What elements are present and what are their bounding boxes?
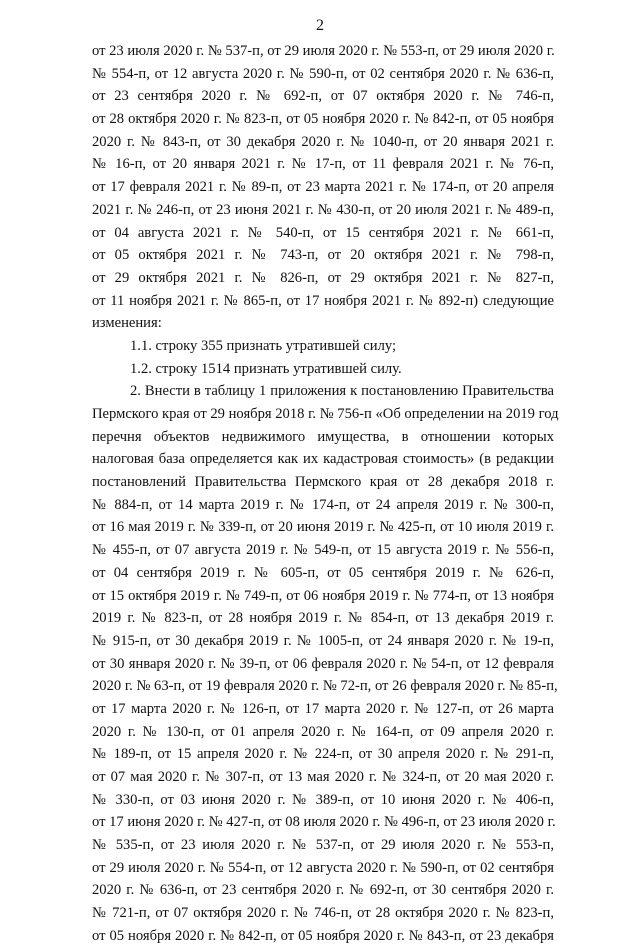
text-line: от 17 февраля 2021 г. № 89-п, от 23 марта 2021 г. № 174-п, от 20 апреля [92,179,554,196]
text-line: от 28 октября 2020 г. № 823-п, от 05 ноября 2020 г. № 842-п, от 05 ноября [92,111,554,128]
text-line: от 15 октября 2019 г. № 749-п, от 06 ноября 2019 г. № 774-п, от 13 ноября [92,587,554,604]
text-line: № 721-п, от 07 октября 2020 г. № 746-п, от 28 октября 2020 г. № 823-п, [92,905,554,922]
text-line: 2020 г. № 130-п, от 01 апреля 2020 г. № 164-п, от 09 апреля 2020 г. [92,723,554,740]
text-line: изменения: [92,315,162,332]
document-body [92,40,559,948]
text-line: 2020 г. № 843-п, от 30 декабря 2020 г. № 1040-п, от 20 января 2021 г. [92,133,554,150]
text-line: 2019 г. № 823-п, от 28 ноября 2019 г. № 854-п, от 13 декабря 2019 г. [92,610,554,627]
text-line: Пермского края от 29 ноября 2018 г. № 756-п «Об определении на 2019 год [92,406,559,422]
text-line: № 554-п, от 12 августа 2020 г. № 590-п, от 02 сентября 2020 г. № 636-п, [92,65,554,82]
text-line: 1.2. строку 1514 признать утратившей силу. [130,360,402,377]
text-line: 1.1. строку 355 признать утратившей силу; [130,337,397,354]
text-line: от 23 июля 2020 г. № 537-п, от 29 июля 2020 г. № 553-п, от 29 июля 2020 г. [92,43,555,59]
text-line: № 535-п, от 23 июля 2020 г. № 537-п, от 29 июля 2020 г. № 553-п, [92,837,554,854]
text-line: 2020 г. № 636-п, от 23 сентября 2020 г. № 692-п, от 30 сентября 2020 г. [92,882,554,899]
text-line: от 29 июля 2020 г. № 554-п, от 12 августа 2020 г. № 590-п, от 02 сентября [92,859,554,876]
text-line: 2020 г. № 63-п, от 19 февраля 2020 г. № 72-п, от 26 февраля 2020 г. № 85-п, [92,678,558,695]
text-line: от 16 мая 2019 г. № 339-п, от 20 июня 2019 г. № 425-п, от 10 июля 2019 г. [92,519,554,536]
text-line: № 16-п, от 20 января 2021 г. № 17-п, от 11 февраля 2021 г. № 76-п, [92,156,554,173]
text-line: постановлений Правительства Пермского края от 28 декабря 2018 г. [92,474,554,491]
text-line: 2021 г. № 246-п, от 23 июня 2021 г. № 430-п, от 20 июля 2021 г. № 489-п, [92,201,554,218]
page-number: 2 [316,17,324,34]
text-line: от 05 ноября 2020 г. № 842-п, от 05 ноября 2020 г. № 843-п, от 23 декабря [92,927,554,944]
text-line: от 23 сентября 2020 г. № 692-п, от 07 октября 2020 г. № 746-п, [92,88,554,105]
text-line: 2. Внести в таблицу 1 приложения к постановлению Правительства [130,383,554,400]
text-line: № 330-п, от 03 июня 2020 г. № 389-п, от 10 июня 2020 г. № 406-п, [92,791,554,808]
text-line: от 29 октября 2021 г. № 826-п, от 29 октября 2021 г. № 827-п, [92,269,554,286]
text-line: № 884-п, от 14 марта 2019 г. № 174-п, от 24 апреля 2019 г. № 300-п, [92,496,554,513]
text-line: от 11 ноября 2021 г. № 865-п, от 17 ноября 2021 г. № 892-п) следующие [92,292,554,309]
text-line: № 455-п, от 07 августа 2019 г. № 549-п, от 15 августа 2019 г. № 556-п, [92,542,554,559]
text-line: перечня объектов недвижимого имущества, в отношении которых [92,428,554,445]
text-line: от 17 марта 2020 г. № 126-п, от 17 марта 2020 г. № 127-п, от 26 марта [92,700,554,717]
text-line: № 915-п, от 30 декабря 2019 г. № 1005-п, от 24 января 2020 г. № 19-п, [92,632,554,649]
text-line: от 04 августа 2021 г. № 540-п, от 15 сентября 2021 г. № 661-п, [92,224,554,241]
text-line: от 07 мая 2020 г. № 307-п, от 13 мая 2020 г. № 324-п, от 20 мая 2020 г. [92,769,554,785]
text-line: от 17 июня 2020 г. № 427-п, от 08 июля 2020 г. № 496-п, от 23 июля 2020 г. [92,814,556,831]
text-line: от 05 октября 2021 г. № 743-п, от 20 октября 2021 г. № 798-п, [92,247,554,264]
text-line: налоговая база определяется как их кадастровая стоимость» (в редакции [92,451,554,468]
text-line: от 30 января 2020 г. № 39-п, от 06 февраля 2020 г. № 54-п, от 12 февраля [92,655,554,672]
text-line: от 04 сентября 2019 г. № 605-п, от 05 сентября 2019 г. № 626-п, [92,564,554,581]
text-line: № 189-п, от 15 апреля 2020 г. № 224-п, от 30 апреля 2020 г. № 291-п, [92,746,554,763]
